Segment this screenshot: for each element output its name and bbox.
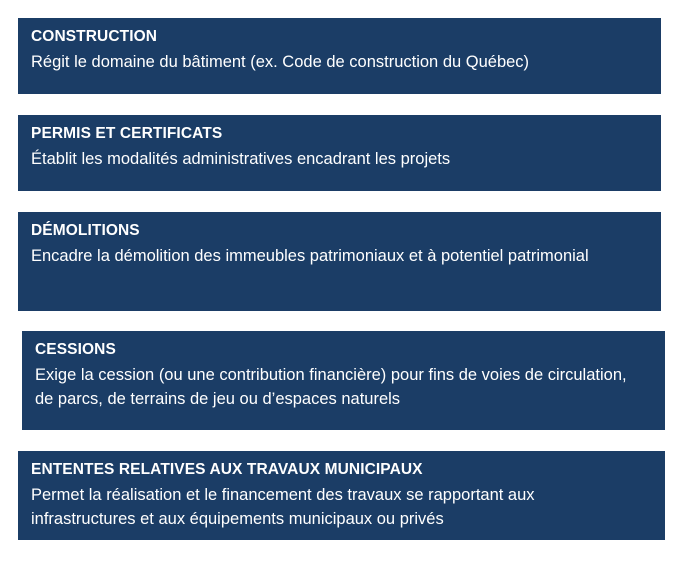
card-title: ENTENTES RELATIVES AUX TRAVAUX MUNICIPAUX (31, 461, 423, 478)
card-title: CESSIONS (35, 341, 116, 358)
card-title: CONSTRUCTION (31, 28, 158, 45)
card-description: Permet la réalisation et le financement des travaux se rapportant aux infrastructures et aux équipements municipaux ou privés (31, 486, 535, 528)
card-description: Encadre la démolition des immeubles patrimoniaux et à potentiel patrimonial (31, 247, 589, 265)
card-demolitions (18, 212, 661, 311)
card-permis-et-certificats (18, 115, 661, 191)
card-description: Exige la cession (ou une contribution financière) pour fins de voies de circulation, de parcs, de terrains de jeu ou d’espaces naturels (35, 366, 627, 408)
card-title: DÉMOLITIONS (31, 222, 140, 239)
card-description: Régit le domaine du bâtiment (ex. Code de construction du Québec) (31, 53, 530, 71)
card-title: PERMIS ET CERTIFICATS (31, 125, 223, 142)
card-cessions (22, 331, 665, 430)
card-construction (18, 18, 661, 94)
card-description: Établit les modalités administratives encadrant les projets (31, 150, 451, 168)
card-ententes-travaux-municipaux (18, 451, 665, 540)
